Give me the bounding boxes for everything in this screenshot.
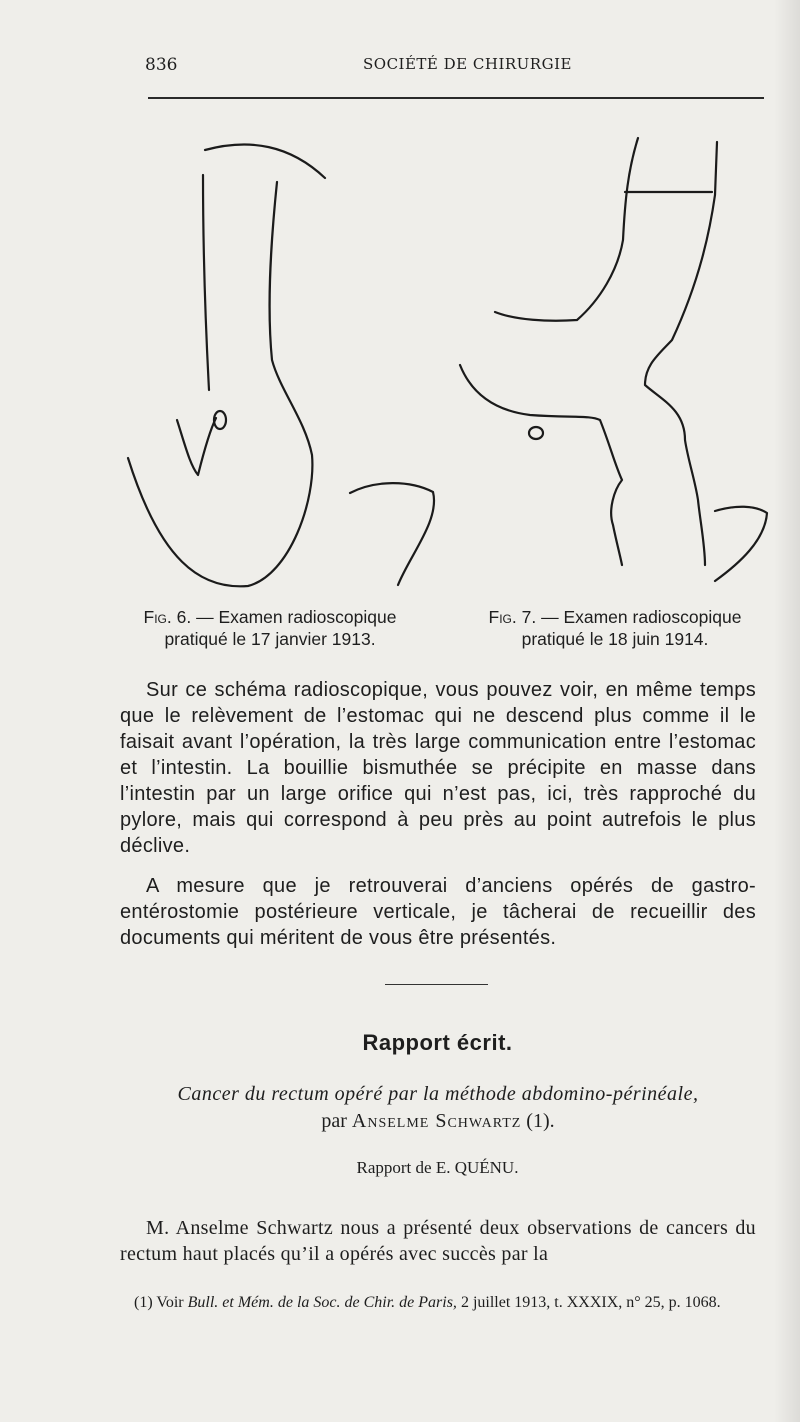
paragraph-1: Sur ce schéma radioscopique, vous pouvez voir, en même temps que le relèvement de l’estomac qui ne descend plus comme il le faisait avant l’opération, la très large communication entre l’estomac et l’intestin. La bouillie bismuthée se précipite en masse dans l’intestin par un large orifice qui n’est pas, ici, très rapproché du pylore, mais qui correspond à peu près au point autrefois le plus déclive. xyxy=(120,679,756,857)
fig7-right-wall xyxy=(645,142,717,565)
footnote-prefix: (1) Voir xyxy=(134,1294,184,1311)
figure-7-drawing xyxy=(460,138,767,581)
section-title: Rapport écrit. xyxy=(362,1030,513,1055)
fig6-inner-curve xyxy=(177,418,216,475)
footnote xyxy=(120,1292,756,1314)
footnote-ref: (1). xyxy=(526,1110,555,1132)
report-title xyxy=(120,1081,756,1135)
paragraph-3: M. Anselme Schwartz nous a présenté deux observations de cancers du rectum haut placés qu’il a opérés avec succès par la xyxy=(120,1217,756,1265)
figure-7-label: Fig. 7. xyxy=(488,607,537,627)
figure-6-drawing xyxy=(128,145,434,587)
page-header xyxy=(0,55,800,83)
figure-6-caption xyxy=(120,606,420,650)
running-title: SOCIÉTÉ DE CHIRURGIE xyxy=(363,55,572,73)
report-author: Anselme Schwartz xyxy=(351,1110,522,1132)
fig6-left-stomach-wall xyxy=(203,175,209,390)
section-divider xyxy=(385,984,488,985)
reporter-line: Rapport de E. QUÉNU. xyxy=(356,1158,519,1177)
footnote-journal: Bull. et Mém. de la Soc. de Chir. de Paris, xyxy=(187,1294,457,1311)
fig7-left-wall xyxy=(495,138,638,321)
radioscopic-figures xyxy=(0,100,800,620)
figure-6-text: — Examen radioscopique pratiqué le 17 janvier 1913. xyxy=(164,607,397,649)
header-rule xyxy=(148,97,764,99)
page-number: 836 xyxy=(145,55,178,75)
fig7-pylorus-ring xyxy=(529,427,543,439)
report-by: par xyxy=(321,1110,347,1132)
report-title-italic: Cancer du rectum opéré par la méthode abdomino-périnéale, xyxy=(177,1083,699,1105)
footnote-details: 2 juillet 1913, t. XXXIX, n° 25, p. 1068. xyxy=(460,1294,721,1311)
figure-7-text: — Examen radioscopique pratiqué le 18 juin 1914. xyxy=(521,607,742,649)
fig7-lower-curve xyxy=(460,365,622,565)
figure-6-label: Fig. 6. xyxy=(143,607,192,627)
paragraph-2: A mesure que je retrouverai d’anciens opérés de gastro-entérostomie postérieure verticale, je tâcherai de recueillir des documents qui méritent de vous être présentés. xyxy=(120,875,756,949)
figure-7-caption xyxy=(465,606,765,650)
fig6-top-arc xyxy=(205,145,325,178)
fig6-right-stomach-wall xyxy=(128,182,312,586)
fig7-tail-loop xyxy=(715,507,767,581)
fig6-hook-loop xyxy=(350,483,434,585)
